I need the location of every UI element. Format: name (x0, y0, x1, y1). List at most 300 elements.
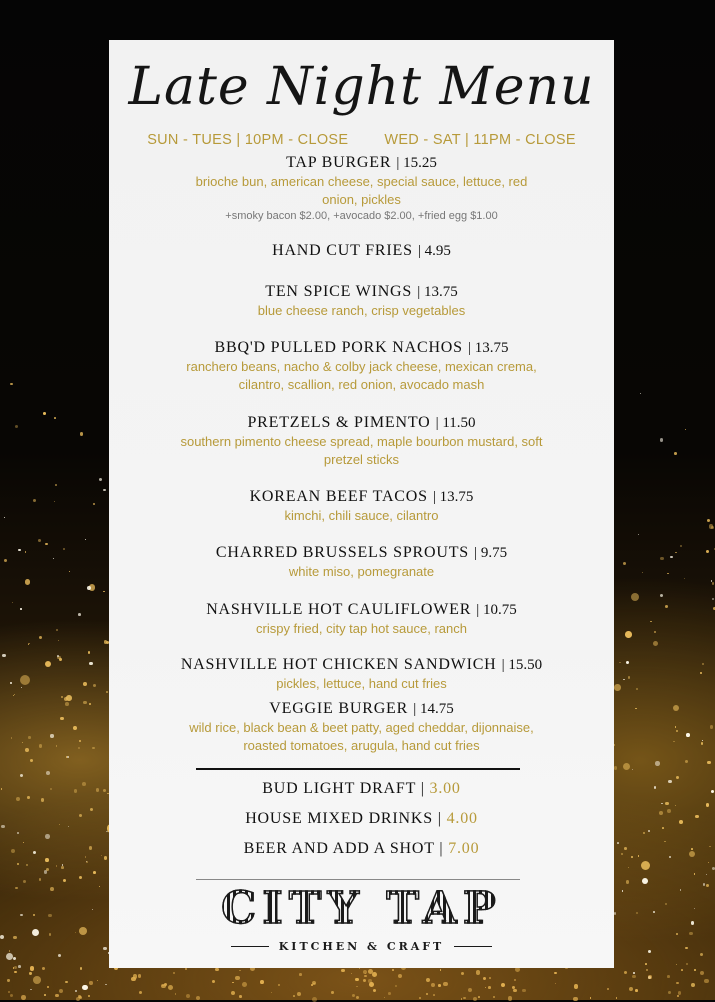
glitter-dot (99, 478, 102, 481)
glitter-dot (645, 963, 647, 965)
glitter-dot (352, 994, 355, 997)
glitter-dot (311, 984, 312, 985)
glitter-dot (363, 979, 366, 982)
item-price: | 10.75 (476, 602, 517, 618)
glitter-dot (623, 562, 626, 565)
glitter-dot (61, 696, 62, 697)
glitter-dot (88, 651, 91, 654)
glitter-dot (75, 932, 76, 933)
item-price: | 13.75 (417, 284, 458, 300)
item-price: | 11.50 (435, 415, 476, 431)
glitter-dot (640, 393, 641, 394)
glitter-dot (45, 661, 51, 667)
glitter-dot (78, 747, 80, 749)
drink-price: 4.00 (446, 810, 478, 827)
glitter-dot (66, 695, 72, 701)
glitter-dot (648, 975, 652, 979)
menu-item (109, 240, 614, 260)
glitter-dot (104, 640, 108, 644)
glitter-dot (426, 993, 429, 996)
glitter-dot (312, 981, 316, 985)
glitter-dot (669, 856, 671, 858)
glitter-dot (660, 557, 663, 560)
glitter-dot (93, 503, 95, 505)
city-tap-logo: CITY TAP (221, 883, 502, 934)
glitter-dot (74, 789, 78, 793)
glitter-dot (691, 848, 693, 850)
glitter-dot (103, 489, 105, 491)
glitter-dot (43, 412, 46, 415)
glitter-dot (607, 988, 609, 990)
glitter-dot (473, 997, 477, 1001)
glitter-dot (8, 991, 10, 993)
glitter-dot (636, 912, 638, 914)
glitter-dot (56, 745, 58, 747)
glitter-dot (59, 658, 61, 660)
glitter-dot (93, 684, 96, 687)
glitter-dot (363, 970, 367, 974)
glitter-dot (28, 736, 31, 739)
glitter-dot (104, 856, 107, 859)
glitter-dot (675, 805, 676, 806)
glitter-dot (17, 863, 19, 865)
glitter-dot (685, 760, 688, 763)
item-description: blue cheese ranch, crisp vegetables (257, 303, 466, 318)
glitter-dot (64, 697, 68, 701)
glitter-dot (65, 702, 69, 706)
glitter-dot (185, 968, 187, 970)
drink-separator: | (439, 840, 444, 857)
glitter-dot (78, 995, 81, 998)
glitter-dot (162, 985, 164, 987)
glitter-dot (15, 425, 18, 428)
glitter-dot (63, 879, 66, 882)
glitter-dot (695, 815, 699, 819)
glitter-dot (675, 552, 677, 554)
glitter-dot (642, 878, 648, 884)
item-description: white miso, pomegranate (288, 564, 435, 579)
glitter-dot (97, 980, 99, 982)
tagline-text: KITCHEN & CRAFT (278, 940, 445, 953)
hours-wed-sat: WED - SAT | 11PM - CLOSE (384, 132, 576, 148)
glitter-dot (86, 861, 87, 862)
glitter-dot (55, 994, 59, 998)
glitter-dot (694, 969, 696, 971)
glitter-dot (45, 834, 50, 839)
glitter-dot (706, 550, 709, 553)
glitter-dot (468, 988, 472, 992)
glitter-dot (80, 432, 83, 435)
glitter-dot (20, 675, 30, 685)
hours-sun-tues: SUN - TUES | 10PM - CLOSE (147, 132, 349, 148)
glitter-dot (13, 936, 16, 939)
glitter-dot (664, 841, 666, 843)
item-name: TEN SPICE WINGS (265, 283, 413, 300)
glitter-dot (625, 631, 631, 637)
glitter-dot (476, 970, 480, 974)
glitter-dot (388, 992, 391, 995)
glitter-dot (685, 429, 686, 430)
glitter-dot (44, 994, 46, 996)
item-name: PRETZELS & PIMENTO (247, 414, 431, 431)
glitter-dot (80, 967, 82, 969)
glitter-dot (92, 747, 95, 750)
glitter-dot (297, 992, 301, 996)
item-price: | 15.50 (501, 657, 543, 673)
glitter-dot (79, 927, 87, 935)
item-name: HAND CUT FRIES (272, 242, 413, 259)
glitter-dot (39, 636, 42, 639)
glitter-dot (16, 797, 20, 801)
glitter-dot (623, 763, 631, 771)
glitter-dot (701, 742, 703, 744)
glitter-dot (79, 740, 81, 742)
glitter-dot (384, 997, 385, 998)
glitter-dot (164, 983, 167, 986)
glitter-dot (106, 831, 107, 832)
glitter-dot (631, 593, 639, 601)
item-price: | 13.75 (432, 489, 474, 505)
glitter-dot (89, 584, 95, 590)
glitter-dot (675, 726, 676, 727)
item-description: brioche bun, american cheese, special sauce, lettuce, red onion, pickles (195, 174, 528, 207)
glitter-dot (173, 972, 175, 974)
glitter-dot (706, 874, 707, 875)
glitter-dot (711, 580, 713, 582)
glitter-dot (89, 846, 92, 849)
glitter-dot (1, 825, 4, 828)
glitter-dot (463, 997, 465, 999)
item-name: NASHVILLE HOT CAULIFLOWER (206, 601, 472, 618)
glitter-dot (631, 856, 633, 858)
item-name: BBQ'D PULLED PORK NACHOS (214, 339, 463, 356)
glitter-dot (356, 996, 359, 999)
glitter-dot (614, 766, 618, 770)
glitter-dot (590, 997, 591, 998)
glitter-dot (85, 856, 86, 857)
glitter-dot (78, 613, 81, 616)
glitter-dot (660, 594, 663, 597)
glitter-dot (48, 914, 52, 918)
glitter-dot (433, 994, 435, 996)
tagline-rule-left (231, 946, 269, 947)
glitter-dot (667, 573, 669, 575)
glitter-dot (103, 591, 105, 593)
glitter-dot (62, 864, 64, 866)
glitter-dot (168, 985, 173, 990)
glitter-dot (25, 551, 27, 553)
menu-item (109, 486, 614, 525)
glitter-dot (636, 688, 638, 690)
glitter-dot (626, 661, 629, 664)
glitter-dot (443, 982, 447, 986)
glitter-dot (44, 870, 47, 873)
glitter-dot (75, 990, 77, 992)
item-description: kimchi, chili sauce, cilantro (284, 508, 439, 523)
glitter-dot (101, 855, 102, 856)
glitter-dot (212, 980, 215, 983)
glitter-dot (63, 548, 65, 550)
glitter-dot (85, 539, 86, 540)
glitter-dot (621, 853, 623, 855)
glitter-dot (712, 867, 715, 871)
glitter-dot (708, 862, 709, 863)
glitter-dot (10, 682, 12, 684)
glitter-dot (440, 969, 442, 971)
glitter-dot (13, 967, 14, 968)
glitter-dot (99, 886, 100, 887)
glitter-dot (665, 903, 667, 905)
glitter-dot (629, 987, 633, 991)
glitter-dot (25, 579, 31, 585)
glitter-dot (12, 602, 13, 603)
glitter-dot (398, 974, 402, 978)
glitter-dot (86, 861, 88, 863)
glitter-dot (395, 985, 397, 987)
menu-card (109, 40, 614, 968)
glitter-dot (313, 983, 315, 985)
glitter-dot (57, 656, 61, 660)
glitter-dot (82, 985, 87, 990)
glitter-dot (691, 983, 695, 987)
glitter-dot (489, 977, 491, 979)
glitter-dot (681, 969, 683, 971)
glitter-dot (680, 545, 682, 547)
glitter-dot (665, 605, 668, 608)
glitter-dot (655, 761, 659, 765)
glitter-dot (653, 911, 655, 913)
glitter-dot (239, 970, 241, 972)
glitter-dot (694, 908, 695, 909)
glitter-dot (700, 953, 703, 956)
glitter-dot (711, 790, 714, 793)
glitter-dot (45, 543, 47, 545)
glitter-dot (22, 742, 23, 743)
glitter-dot (676, 730, 678, 732)
drink-price: 3.00 (429, 780, 461, 797)
glitter-dot (14, 971, 17, 974)
menu-item (109, 337, 614, 394)
glitter-dot (58, 640, 59, 641)
glitter-dot (89, 703, 91, 705)
glitter-dot (633, 972, 636, 975)
tagline-rule-right (454, 946, 492, 947)
glitter-dot (25, 748, 29, 752)
glitter-dot (175, 993, 176, 994)
glitter-dot (650, 621, 652, 623)
glitter-dot (709, 524, 713, 528)
glitter-dot (691, 921, 694, 924)
glitter-dot (574, 984, 578, 988)
glitter-dot (27, 796, 30, 799)
glitter-dot (554, 972, 556, 974)
glitter-dot (632, 769, 633, 770)
glitter-dot (674, 452, 677, 455)
glitter-dot (628, 867, 630, 869)
glitter-dot (614, 684, 621, 691)
glitter-dot (624, 971, 627, 974)
glitter-dot (58, 954, 61, 957)
glitter-dot (56, 865, 58, 867)
glitter-dot (646, 969, 648, 971)
glitter-dot (488, 986, 491, 989)
glitter-dot (133, 974, 138, 979)
glitter-dot (368, 969, 373, 974)
item-name: NASHVILLE HOT CHICKEN SANDWICH (180, 656, 497, 673)
menu-item (109, 654, 614, 693)
glitter-dot (73, 726, 77, 730)
glitter-dot (622, 890, 623, 891)
glitter-dot (703, 883, 705, 885)
drink-name: HOUSE MIXED DRINKS (245, 810, 433, 827)
drink-name: BUD LIGHT DRAFT (262, 780, 416, 797)
glitter-dot (665, 802, 668, 805)
glitter-dot (11, 737, 12, 738)
glitter-dot (702, 740, 703, 741)
glitter-dot (478, 996, 480, 998)
glitter-dot (709, 846, 710, 847)
glitter-dot (239, 995, 242, 998)
glitter-dot (493, 996, 495, 998)
glitter-dot (14, 694, 15, 695)
glitter-dot (79, 996, 82, 999)
glitter-dot (632, 975, 635, 978)
glitter-dot (4, 559, 7, 562)
glitter-dot (638, 534, 639, 535)
glitter-dot (89, 981, 92, 984)
glitter-dot (438, 984, 441, 987)
glitter-dot (271, 992, 272, 993)
glitter-dot (368, 979, 372, 983)
glitter-dot (28, 644, 29, 645)
glitter-dot (614, 912, 616, 914)
glitter-dot (56, 629, 58, 631)
glitter-dot (628, 676, 631, 679)
glitter-dot (677, 995, 679, 997)
glitter-dot (33, 499, 36, 502)
item-description: southern pimento cheese spread, maple bourbon mustard, soft pretzel sticks (180, 434, 543, 467)
glitter-dot (59, 824, 60, 825)
glitter-dot (6, 953, 13, 960)
glitter-dot (667, 975, 670, 978)
glitter-dot (65, 981, 67, 983)
glitter-dot (13, 695, 14, 696)
glitter-dot (365, 973, 366, 974)
glitter-dot (431, 983, 435, 987)
glitter-dot (10, 383, 12, 385)
glitter-dot (92, 909, 93, 910)
menu-title: Late Night Menu (128, 57, 595, 117)
glitter-dot (18, 549, 20, 551)
drink-item (109, 810, 614, 828)
glitter-dot (14, 966, 17, 969)
glitter-dot (700, 971, 704, 975)
glitter-dot (513, 989, 517, 993)
drink-separator: | (420, 780, 425, 797)
glitter-dot (707, 761, 711, 765)
glitter-dot (616, 997, 618, 999)
glitter-dot (2, 654, 6, 658)
item-name: VEGGIE BURGER (269, 700, 409, 717)
glitter-dot (635, 989, 638, 992)
glitter-dot (17, 832, 19, 834)
item-price: | 14.75 (413, 701, 454, 717)
glitter-dot (673, 741, 675, 743)
glitter-dot (29, 972, 31, 974)
glitter-dot (512, 986, 515, 989)
glitter-dot (626, 880, 630, 884)
glitter-dot (638, 855, 640, 857)
glitter-dot (61, 866, 64, 869)
item-description: pickles, lettuce, hand cut fries (276, 676, 447, 691)
glitter-dot (369, 982, 374, 987)
glitter-dot (7, 979, 9, 981)
glitter-dot (0, 935, 4, 939)
glitter-dot (660, 438, 664, 442)
glitter-dot (59, 989, 63, 993)
glitter-dot (299, 973, 302, 976)
glitter-dot (641, 861, 650, 870)
glitter-dot (11, 849, 15, 853)
glitter-dot (689, 932, 692, 935)
menu-item (109, 698, 614, 755)
item-name: CHARRED BRUSSELS SPROUTS (215, 544, 469, 561)
glitter-dot (573, 997, 577, 1001)
drink-separator: | (437, 810, 442, 827)
glitter-dot (55, 484, 57, 486)
glitter-dot (79, 876, 82, 879)
glitter-dot (679, 820, 683, 824)
glitter-dot (76, 997, 80, 1001)
glitter-dot (642, 572, 643, 573)
glitter-dot (711, 526, 714, 529)
glitter-dot (676, 776, 679, 779)
hours-row (109, 132, 614, 148)
glitter-dot (712, 582, 715, 585)
glitter-dot (90, 808, 94, 812)
glitter-dot (654, 631, 656, 633)
glitter-dot (670, 556, 672, 558)
glitter-dot (686, 733, 690, 737)
glitter-dot (706, 803, 710, 807)
glitter-dot (685, 947, 687, 949)
drinks-divider (196, 768, 520, 770)
glitter-dot (39, 744, 43, 748)
glitter-dot (668, 991, 671, 994)
glitter-dot (662, 827, 664, 829)
glitter-dot (69, 571, 70, 572)
item-addons: +smoky bacon $2.00, +avocado $2.00, +fried egg $1.00 (225, 210, 498, 222)
glitter-dot (676, 933, 678, 935)
glitter-dot (351, 973, 352, 974)
glitter-dot (106, 691, 108, 693)
glitter-dot (20, 608, 22, 610)
glitter-dot (355, 978, 358, 981)
menu-item (109, 281, 614, 320)
glitter-dot (21, 995, 26, 1000)
glitter-dot (105, 984, 106, 985)
glitter-dot (60, 717, 63, 720)
glitter-dot (20, 774, 23, 777)
glitter-dot (138, 974, 142, 978)
item-price: | 4.95 (417, 243, 451, 259)
glitter-dot (293, 995, 295, 997)
glitter-dot (419, 997, 421, 999)
glitter-dot (45, 858, 49, 862)
glitter-dot (38, 539, 41, 542)
glitter-dot (704, 979, 708, 983)
glitter-dot (26, 864, 27, 865)
